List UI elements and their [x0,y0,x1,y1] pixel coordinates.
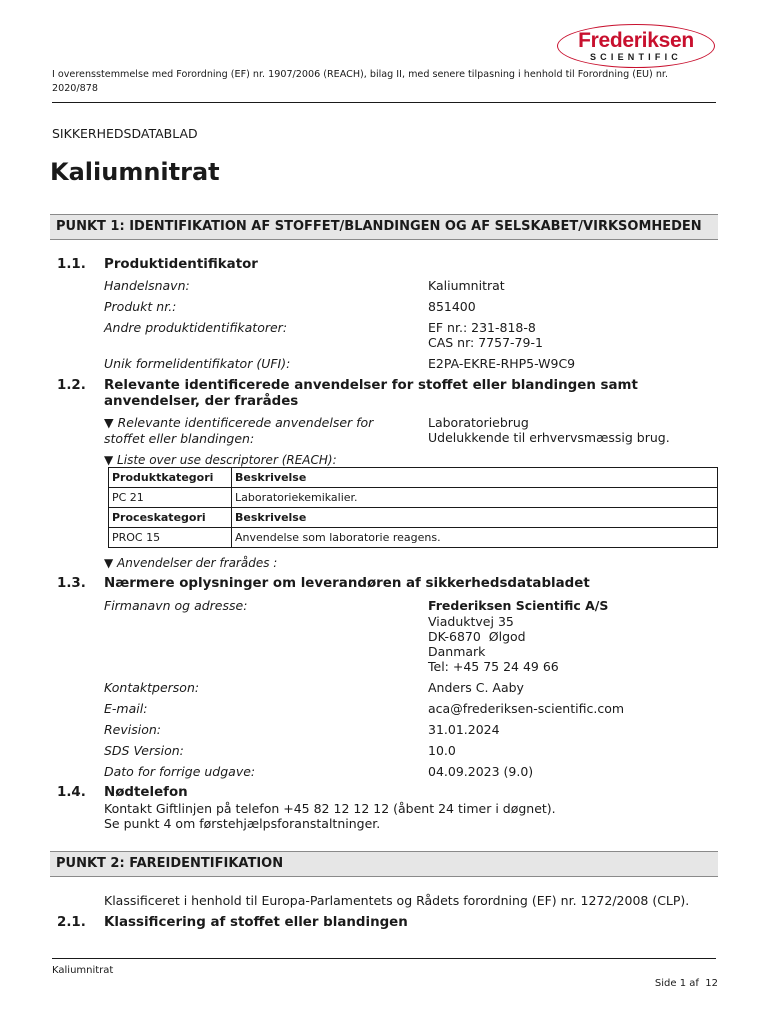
identified-uses-value-2: Udelukkende til erhvervsmæssig brug. [428,430,670,445]
contact-person-value: Anders C. Aaby [428,680,524,695]
page-number: Side 1 af 12 [654,978,718,989]
subsection-1-4-number: 1.4. [57,785,86,800]
table-cell: PC 21 [109,488,232,508]
subsection-1-1-number: 1.1. [57,257,86,272]
table-row [109,488,718,508]
email-value: aca@frederiksen-scientific.com [428,701,625,716]
table-header-cell: Produktkategori [109,468,232,488]
emergency-line-1: Kontakt Giftlinjen på telefon +45 82 12 12 12 (åbent 24 timer i døgnet). [104,801,556,816]
revision-label: Revision: [104,722,162,737]
address-line-3: Danmark [428,644,486,659]
identified-uses-label: ▼ Relevante identificerede anvendelser for stoffet eller blandingen: [104,415,374,446]
logo-sub: SCIENTIFIC [589,52,682,62]
table-row [109,508,718,528]
subsection-2-1-title: Klassificering af stoffet eller blandingen [104,915,408,930]
ufi-label: Unik formelidentifikator (UFI): [104,356,291,371]
clp-classification-note: Klassificeret i henhold til Europa-Parlamentets og Rådets forordning (EF) nr. 1272/2008 (CLP). [104,893,690,908]
trade-name-value: Kaliumnitrat [428,278,505,293]
subsection-2-1-number: 2.1. [57,915,86,930]
table-cell: Laboratoriekemikalier. [232,488,718,508]
use-descriptor-table [108,467,718,548]
table-cell: Anvendelse som laboratorie reagens. [232,528,718,548]
table-header-cell: Beskrivelse [232,508,718,528]
table-header-cell: Proceskategori [109,508,232,528]
section-1-heading: PUNKT 1: IDENTIFIKATION AF STOFFET/BLANDINGEN OG AF SELSKABET/VIRKSOMHEDEN [50,214,718,240]
cas-number-value: CAS nr: 7757-79-1 [428,335,543,350]
emergency-line-2: Se punkt 4 om førstehjælpsforanstaltninger. [104,816,381,831]
footer-title: Kaliumnitrat [52,965,114,976]
previous-date-label: Dato for forrige udgave: [104,764,256,779]
ufi-value: E2PA-EKRE-RHP5-W9C9 [428,356,576,371]
revision-value: 31.01.2024 [428,722,500,737]
sds-version-value: 10.0 [428,743,456,758]
product-number-label: Produkt nr.: [104,299,177,314]
product-number-value: 851400 [428,299,476,314]
identified-uses-value-1: Laboratoriebrug [428,415,529,430]
contact-person-label: Kontaktperson: [104,680,200,695]
use-descriptors-label: ▼ Liste over use descriptorer (REACH): [104,453,337,467]
address-line-1: Viaduktvej 35 [428,614,514,629]
subsection-1-3-title: Nærmere oplysninger om leverandøren af sikkerhedsdatabladet [104,576,590,591]
company-phone: Tel: +45 75 24 49 66 [428,659,559,674]
previous-date-value: 04.09.2023 (9.0) [428,764,534,779]
table-row [109,528,718,548]
subsection-1-2-title: Relevante identificerede anvendelser for stoffet eller blandingen samt anvendelser, der frarådes [104,378,638,409]
subsection-1-4-title: Nødtelefon [104,785,188,800]
subsection-1-2-number: 1.2. [57,378,86,393]
sds-version-label: SDS Version: [104,743,184,758]
company-name: Frederiksen Scientific A/S [428,598,609,613]
table-cell: PROC 15 [109,528,232,548]
table-row [109,468,718,488]
footer-divider [52,958,716,959]
company-logo [557,24,715,68]
table-header-cell: Beskrivelse [232,468,718,488]
other-identifiers-label: Andre produktidentifikatorer: [104,320,288,335]
trade-name-label: Handelsnavn: [104,278,190,293]
header-divider [52,102,716,103]
address-line-2: DK-6870 Ølgod [428,629,526,644]
uses-advised-against-label: ▼ Anvendelser der frarådes : [104,556,278,570]
section-2-heading: PUNKT 2: FAREIDENTIFIKATION [50,851,718,877]
subsection-1-1-title: Produktidentifikator [104,257,258,272]
subsection-1-3-number: 1.3. [57,576,86,591]
document-title: Kaliumnitrat [50,158,220,186]
email-label: E-mail: [104,701,148,716]
logo-name: Frederiksen [578,29,694,52]
ec-number-value: EF nr.: 231-818-8 [428,320,536,335]
regulation-note: I overensstemmelse med Forordning (EF) nr. 1907/2006 (REACH), bilag II, med senere tilpasning i henhold til Forordning (EU) nr. 2020/878 [52,69,669,94]
document-type: SIKKERHEDSDATABLAD [52,126,198,141]
company-address-label: Firmanavn og adresse: [104,598,248,613]
